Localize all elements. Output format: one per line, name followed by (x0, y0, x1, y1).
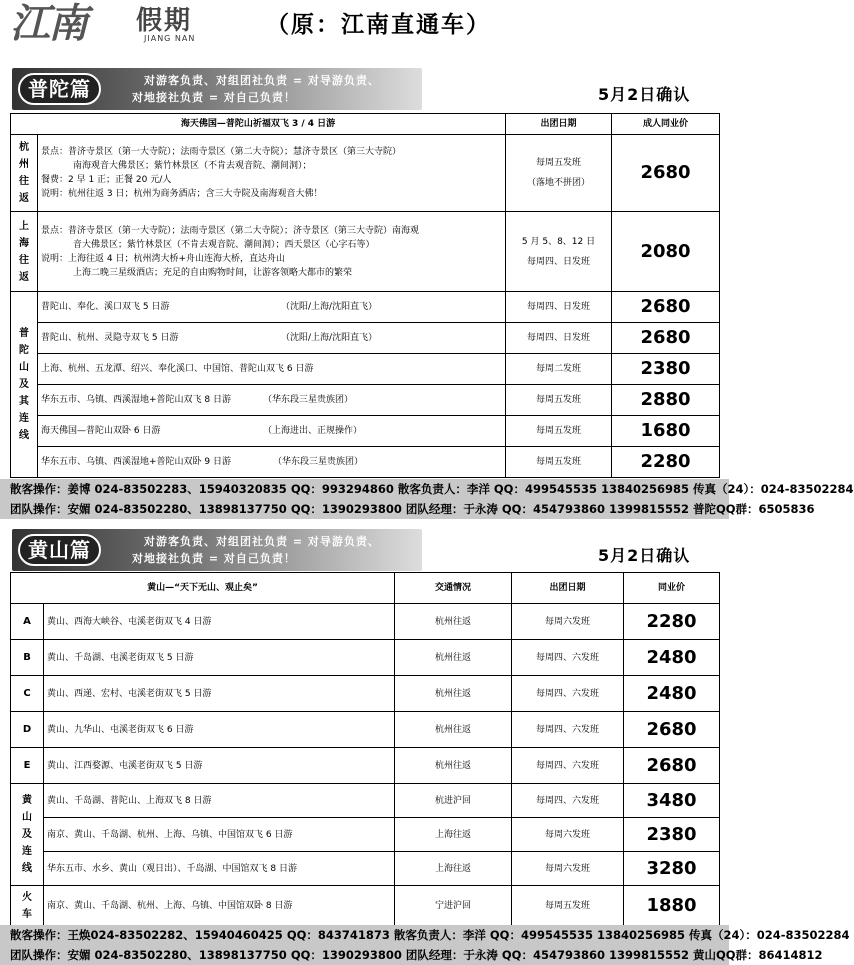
price: 2680 (624, 712, 720, 748)
route-title: 华东五市、乌镇、西溪湿地+普陀山双飞 8 日游 (41, 395, 231, 405)
route-note: （沈阳/上海/沈阳直飞） (281, 333, 378, 343)
departure-date: 每周四、六发班 (512, 676, 624, 712)
departure-date: 每周六发班 (512, 818, 624, 852)
route-row-train (11, 886, 720, 926)
route-name (38, 354, 506, 385)
date-line: 每周四、日发班 (527, 256, 591, 267)
price: 3480 (624, 784, 720, 818)
logo-script: 江南 (10, 0, 86, 47)
transport: 杭州往返 (395, 604, 512, 640)
transport: 杭进沪回 (395, 784, 512, 818)
detail-line: 餐费：2 早 1 正；正餐 20 元/人 (41, 175, 172, 185)
detail-line: 说明：杭州往返 3 日；杭州为商务酒店；含三大寺院及南海观音大佛！ (41, 189, 323, 199)
departure-date: 每周六发班 (512, 852, 624, 886)
route-title: 华东五市、乌镇、西溪湿地+普陀山双卧 9 日游 (41, 457, 231, 467)
departure-date (506, 212, 612, 292)
side-label-shanghai (11, 212, 38, 292)
huangshan-header-row (11, 573, 720, 604)
logo-subtitle: JIANG NAN (144, 34, 196, 43)
transport: 宁进沪回 (395, 886, 512, 926)
logo-text: 假期 (136, 6, 193, 36)
contact-line: 散客操作：姜博 024-83502283、15940320835 QQ：993294860 散客负责人：李洋 QQ：499545535 13840256985 传真（24）：024-83502284 (10, 482, 854, 496)
putuo-confirm-date: 5月2日确认 (598, 85, 691, 104)
row-letter: C (11, 676, 44, 712)
route-row (11, 416, 720, 447)
route-name: 南京、黄山、千岛湖、杭州、上海、乌镇、中国馆双卧 8 日游 (44, 886, 395, 926)
putuo-header-row (11, 114, 720, 135)
row-letter: B (11, 640, 44, 676)
route-row (11, 292, 720, 323)
departure-date: 每周四、日发班 (506, 323, 612, 354)
slogan-line-2: 对地接社负责 = 对自己负责！ (132, 91, 296, 104)
price: 2080 (612, 212, 720, 292)
transport: 杭州往返 (395, 640, 512, 676)
route-row (11, 712, 720, 748)
detail-line: 景点：普济寺景区（第一大寺院）；法雨寺景区（第二大寺院）；济寺景区（第三大寺院）南海观 (41, 225, 420, 236)
route-title: 海天佛国—普陀山双卧 6 日游 (41, 426, 161, 436)
side-text: 火 车 (22, 891, 32, 920)
departure-date: 每周五发班 (512, 886, 624, 926)
price: 3280 (624, 852, 720, 886)
price: 2480 (624, 676, 720, 712)
detail-line: 上海二晚三星级酒店；充足的自由购物时间，让游客领略大都市的繁荣 (73, 267, 353, 278)
route-note: （华东段三星贵族团） (263, 395, 354, 405)
side-text: 杭 州 往 返 (19, 142, 29, 204)
side-label-putuo-group (11, 292, 38, 478)
route-detail (38, 212, 506, 292)
row-letter: A (11, 604, 44, 640)
page-title: （原：江南直通车） (266, 12, 491, 38)
route-name: 黄山、九华山、屯溪老街双飞 6 日游 (44, 712, 395, 748)
price: 2680 (612, 292, 720, 323)
departure-date: 每周二发班 (506, 354, 612, 385)
row-letter: E (11, 748, 44, 784)
price: 1880 (624, 886, 720, 926)
price: 2680 (612, 323, 720, 354)
date-line: （落地不拼团） (527, 178, 591, 188)
route-row (11, 604, 720, 640)
route-row (11, 676, 720, 712)
departure-date: 每周五发班 (506, 385, 612, 416)
price: 2380 (612, 354, 720, 385)
col-route-header: 黄山—“天下无山、观止矣” (11, 573, 395, 604)
price: 2280 (624, 604, 720, 640)
huangshan-banner (12, 529, 422, 571)
departure-date: 每周六发班 (512, 604, 624, 640)
route-name (38, 416, 506, 447)
route-title: 普陀山、奉化、溪口双飞 5 日游 (41, 302, 170, 312)
price: 2680 (624, 748, 720, 784)
departure-date: 每周五发班 (506, 447, 612, 478)
route-name: 黄山、西海大峡谷、屯溪老街双飞 4 日游 (44, 604, 395, 640)
route-name (38, 292, 506, 323)
route-row (11, 640, 720, 676)
detail-line: 景点：普济寺景区（第一大寺院）；法雨寺景区（第二大寺院）；慧济寺景区（第三大寺院） (41, 147, 402, 157)
slogan-line-1: 对游客负责、对组团社负责 = 对导游负责、 (144, 74, 380, 87)
price: 2880 (612, 385, 720, 416)
route-row (11, 447, 720, 478)
transport: 杭州往返 (395, 748, 512, 784)
departure-date: 每周四、日发班 (506, 292, 612, 323)
price: 1680 (612, 416, 720, 447)
route-name: 黄山、西递、宏村、屯溪老街双飞 5 日游 (44, 676, 395, 712)
contact-line: 团队操作：安媚 024-83502280、13898137750 QQ：1390293800 团队经理：于永涛 QQ：454793860 1399815552 黄山QQ群：86414812 (10, 948, 823, 962)
route-note: （华东段三星贵族团） (273, 457, 364, 467)
huangshan-contact-bar (0, 925, 850, 965)
route-name (38, 447, 506, 478)
transport: 上海往返 (395, 852, 512, 886)
route-name: 黄山、江西婺源、屯溪老街双飞 5 日游 (44, 748, 395, 784)
route-row (11, 323, 720, 354)
date-line: 每周五发班 (536, 158, 582, 168)
route-note: （沈阳/上海/沈阳直飞） (281, 302, 378, 312)
row-letter: D (11, 712, 44, 748)
price: 2480 (624, 640, 720, 676)
departure-date: 每周四、六发班 (512, 640, 624, 676)
detail-line: 说明：上海往返 4 日；杭州湾大桥+舟山连海大桥，直达舟山 (41, 253, 285, 264)
route-name: 华东五市、水乡、黄山（观日出）、千岛湖、中国馆双飞 8 日游 (44, 852, 395, 886)
detail-line: 南海观音大佛景区；紫竹林景区（不肯去观音院、潮间洞）； (73, 161, 312, 171)
price: 2680 (612, 135, 720, 212)
route-name (38, 385, 506, 416)
route-row-hangzhou (11, 135, 720, 212)
price: 2380 (624, 818, 720, 852)
slogan-line-1: 对游客负责、对组团社负责 = 对导游负责、 (144, 535, 380, 548)
col-date-header: 出团日期 (512, 573, 624, 604)
putuo-table (10, 113, 720, 478)
route-row (11, 385, 720, 416)
route-note: （上海进出、正规操作） (263, 426, 363, 436)
col-date-header: 出团日期 (506, 114, 612, 135)
route-row (11, 818, 720, 852)
transport: 杭州往返 (395, 712, 512, 748)
section-tag-putuo: 普陀篇 (18, 73, 101, 105)
side-text: 黄 山 及 连 线 (22, 795, 32, 874)
detail-line: 音大佛景区；紫竹林景区（不肯去观音院、潮间洞）；西天景区（心字石等） (73, 239, 375, 250)
putuo-contact-bar (0, 479, 854, 519)
departure-date: 每周四、六发班 (512, 748, 624, 784)
departure-date (506, 135, 612, 212)
route-row (11, 748, 720, 784)
route-row (11, 852, 720, 886)
section-tag-huangshan: 黄山篇 (18, 534, 101, 566)
date-line: 5 月 5、8、12 日 (521, 236, 596, 247)
side-text: 上 海 往 返 (19, 220, 29, 283)
side-text: 普 陀 山 及 其 连 线 (19, 328, 29, 441)
route-row (11, 784, 720, 818)
col-route-header: 海天佛国—普陀山祈福双飞 3 / 4 日游 (11, 114, 506, 135)
route-title: 上海、杭州、五龙潭、绍兴、奉化溪口、中国馆、普陀山双飞 6 日游 (41, 364, 314, 374)
col-transport-header: 交通情况 (395, 573, 512, 604)
contact-line: 散客操作：王焕024-83502282、15940460425 QQ：843741873 散客负责人：李洋 QQ：499545535 13840256985 传真（24）：024-83502284 (10, 928, 850, 942)
side-label-train (11, 886, 44, 926)
route-name: 黄山、千岛湖、普陀山、上海双飞 8 日游 (44, 784, 395, 818)
route-row (11, 354, 720, 385)
contact-line: 团队操作：安媚 024-83502280、13898137750 QQ：1390293800 团队经理：于永涛 QQ：454793860 1399815552 普陀QQ群：6505836 (10, 502, 815, 516)
side-label-hangzhou (11, 135, 38, 212)
transport: 杭州往返 (395, 676, 512, 712)
route-title: 普陀山、杭州、灵隐寺双飞 5 日游 (41, 333, 179, 343)
route-row-shanghai (11, 212, 720, 292)
brand-logo (6, 2, 216, 48)
slogan-line-2: 对地接社负责 = 对自己负责！ (132, 552, 296, 565)
huangshan-confirm-date: 5月2日确认 (598, 546, 691, 565)
departure-date: 每周四、六发班 (512, 712, 624, 748)
route-name: 南京、黄山、千岛湖、杭州、上海、乌镇、中国馆双飞 6 日游 (44, 818, 395, 852)
price: 2280 (612, 447, 720, 478)
route-name (38, 323, 506, 354)
route-detail (38, 135, 506, 212)
transport: 上海往返 (395, 818, 512, 852)
side-label-huangshan-group (11, 784, 44, 886)
putuo-banner (12, 68, 422, 110)
huangshan-table (10, 572, 720, 926)
departure-date: 每周四、六发班 (512, 784, 624, 818)
departure-date: 每周五发班 (506, 416, 612, 447)
col-price-header: 同业价 (624, 573, 720, 604)
route-name: 黄山、千岛湖、屯溪老街双飞 5 日游 (44, 640, 395, 676)
col-price-header: 成人同业价 (612, 114, 720, 135)
